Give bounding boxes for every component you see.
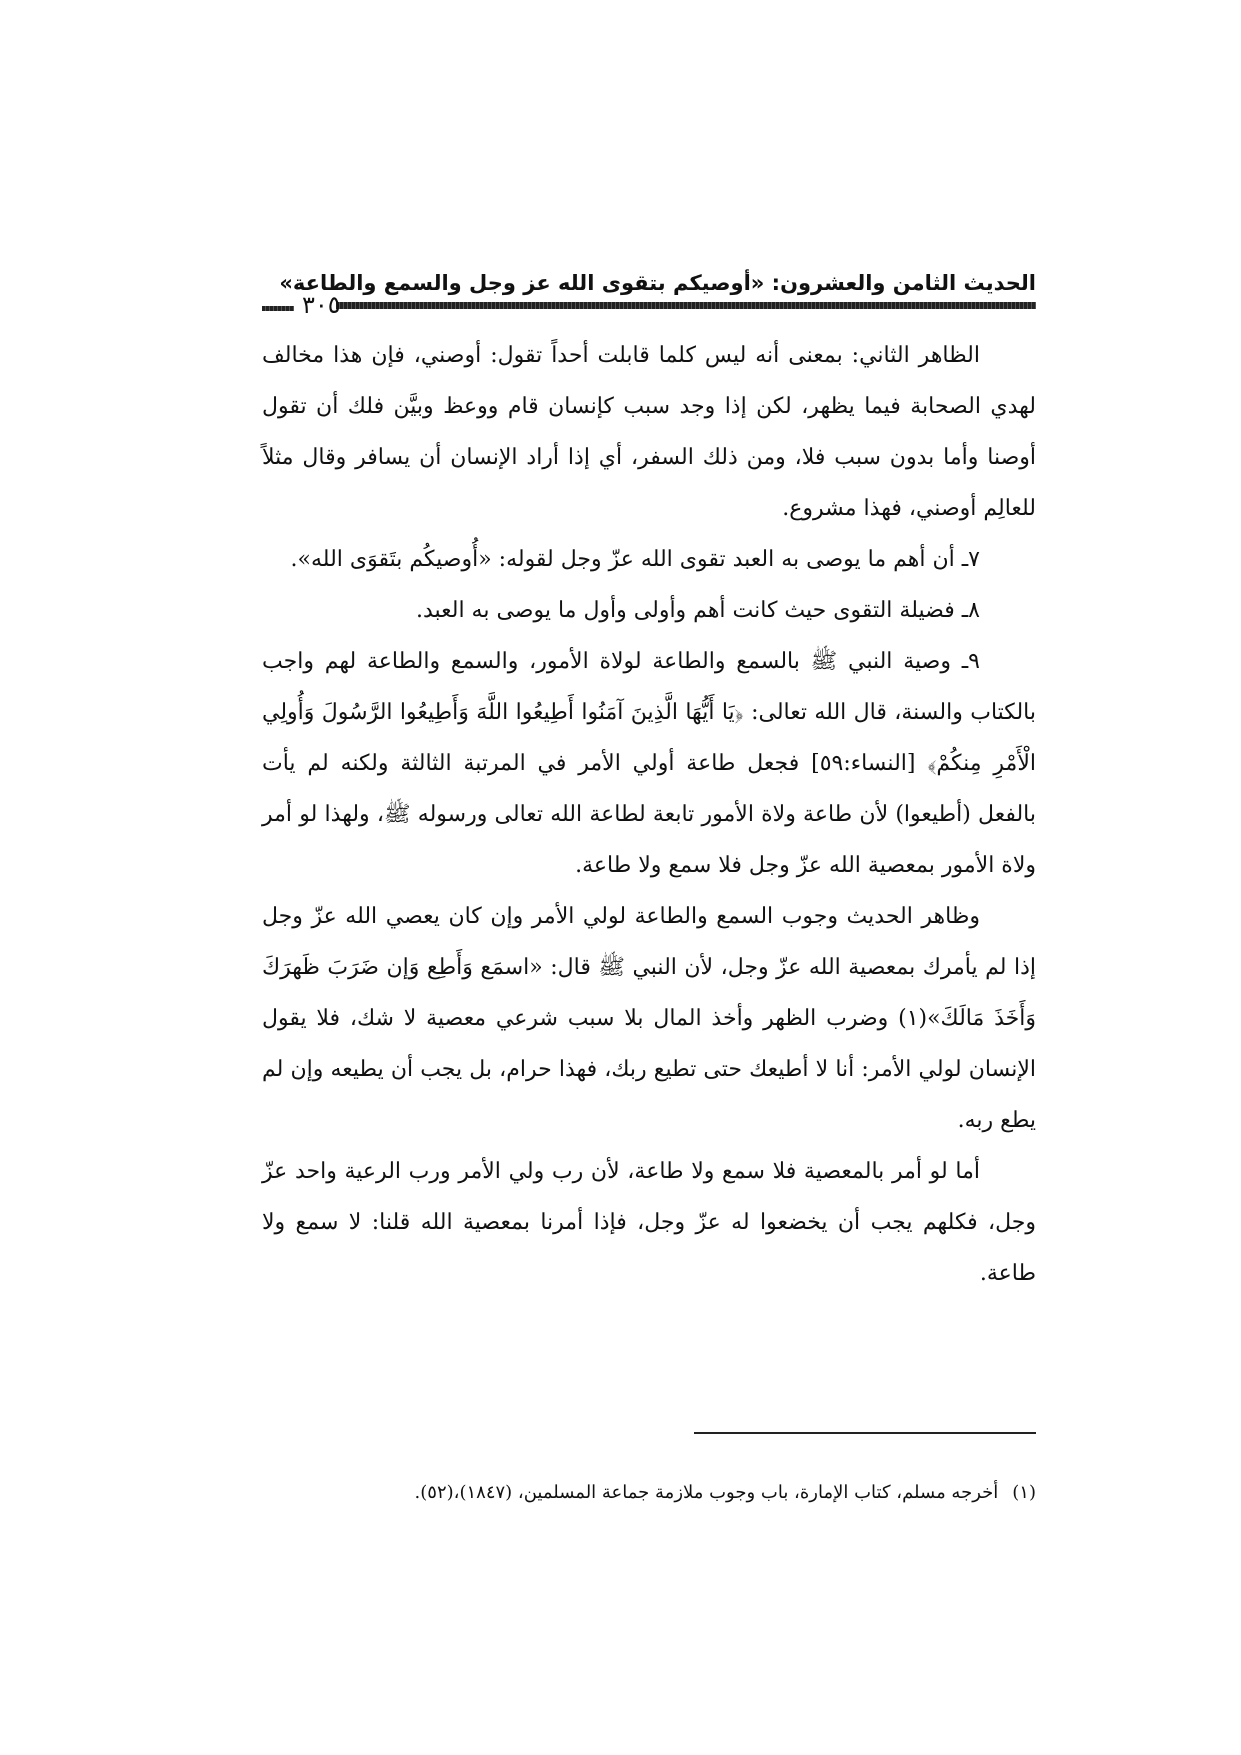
page-number: ٣٠٥ <box>302 291 341 319</box>
running-header <box>262 268 1036 324</box>
footnote-text: أخرجه مسلم، كتاب الإمارة، باب وجوب ملازمة جماعة المسلمين، (١٨٤٧)،(٥٢). <box>414 1482 999 1503</box>
footnote <box>262 1478 1036 1508</box>
footnote-separator <box>694 1432 1036 1434</box>
page-number-rule <box>262 306 294 311</box>
footnote-marker: (١) <box>1012 1482 1036 1503</box>
paragraph-point-9: ٩ـ وصية النبي ﷺ بالسمع والطاعة لولاة الأمور، والسمع والطاعة لهم واجب بالكتاب والسنة، قال الله تعالى: ﴿يَا أَيُّهَا الَّذِينَ آمَنُوا أَطِيعُوا اللَّهَ وَأَطِيعُوا الرَّسُولَ وَأُولِي الْأَمْرِ مِنكُمْ﴾ [النساء:٥٩] فجعل طاعة أولي الأمر في المرتبة الثالثة ولكنه لم يأت بالفعل (أطيعوا) لأن طاعة ولاة الأمور تابعة لطاعة الله تعالى ورسوله ﷺ، ولهذا لو أمر ولاة الأمور بمعصية الله عزّ وجل فلا سمع ولا طاعة. <box>262 649 1036 878</box>
paragraph-point-7: ٧ـ أن أهم ما يوصى به العبد تقوى الله عزّ وجل لقوله: «أُوصيكُم بتَقوَى الله». <box>290 547 980 572</box>
paragraph-point-8: ٨ـ فضيلة التقوى حيث كانت أهم وأولى وأول ما يوصى به العبد. <box>415 598 980 623</box>
header-rule <box>336 302 1036 309</box>
paragraph-sin-command: أما لو أمر بالمعصية فلا سمع ولا طاعة، لأن رب ولي الأمر ورب الرعية واحد عزّ وجل، فكلهم يجب أن يخضعوا له عزّ وجل، فإذا أمرنا بمعصية الله قلنا: لا سمع ولا طاعة. <box>262 1159 1036 1286</box>
paragraph-hadith-obedience: وظاهر الحديث وجوب السمع والطاعة لولي الأمر وإن كان يعصي الله عزّ وجل إذا لم يأمرك بمعصية الله عزّ وجل، لأن النبي ﷺ قال: «اسمَع وَأَطِع وَإن ضَرَبَ ظَهرَكَ وَأَخَذَ مَالَكَ»(١) وضرب الظهر وأخذ المال بلا سبب شرعي معصية لا شك، فلا يقول الإنسان لولي الأمر: أنا لا أطيعك حتى تطيع ربك، فهذا حرام، بل يجب أن يطيعه وإن لم يطع ربه. <box>262 904 1037 1133</box>
main-text <box>262 330 1036 1299</box>
chapter-title: الحديث الثامن والعشرون: «أوصيكم بتقوى الله عز وجل والسمع والطاعة» <box>279 271 1036 295</box>
paragraph-second-apparent: الظاهر الثاني: بمعنى أنه ليس كلما قابلت أحداً تقول: أوصني، فإن هذا مخالف لهدي الصحابة فيما يظهر، لكن إذا وجد سبب كإنسان قام ووعظ وبيَّن فلك أن تقول أوصنا وأما بدون سبب فلا، ومن ذلك السفر، أي إذا أراد الإنسان أن يسافر وقال مثلاً للعالِم أوصني، فهذا مشروع. <box>262 343 1036 521</box>
